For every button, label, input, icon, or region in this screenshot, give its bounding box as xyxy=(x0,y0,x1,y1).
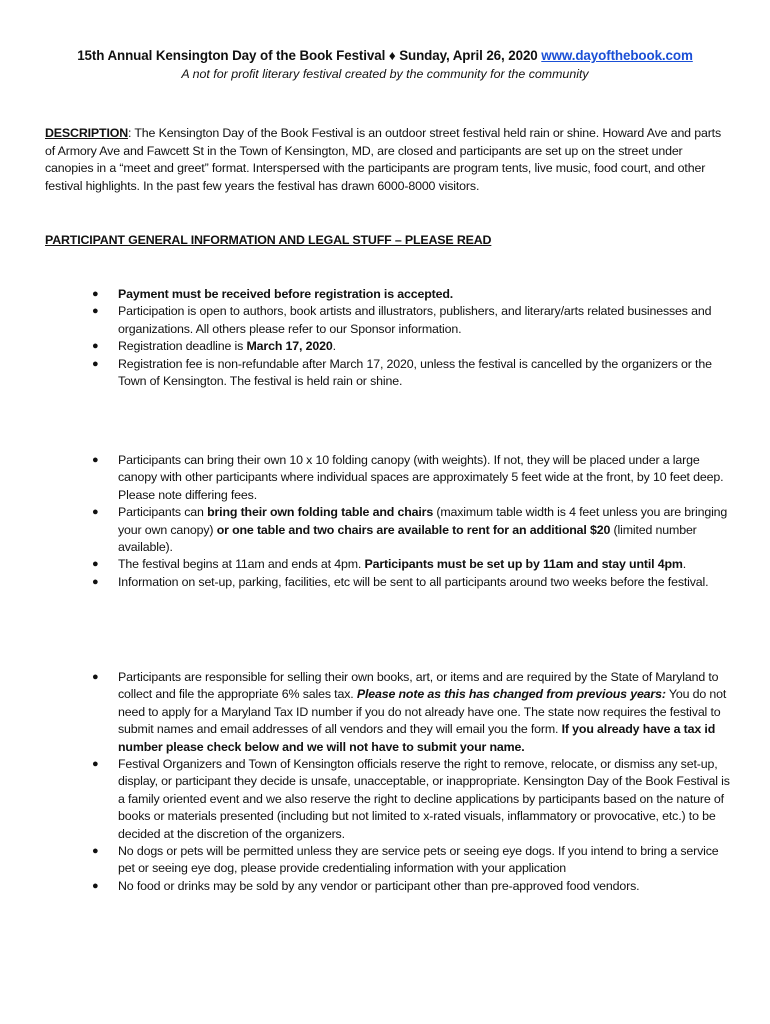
list-item xyxy=(92,338,732,355)
description-text: : The Kensington Day of the Book Festival is an outdoor street festival held rain or shine. Howard Ave and parts of Armory Ave and Fawcett St in the Town of Kensington, MD, are closed and participants are set up on the street under canopies in a “meet and greet” format. Interspersed with the participants are program tents, live music, food court, and other festival highlights. In the past few years the festival has drawn 6000-8000 visitors. xyxy=(45,126,722,193)
bullet-list-registration xyxy=(92,286,732,390)
bullet-icon: ● xyxy=(92,506,99,519)
payment-text: Payment must be received before registration is accepted. xyxy=(118,287,454,301)
list-item xyxy=(92,843,732,878)
description-label: DESCRIPTION xyxy=(45,126,129,140)
bullet-icon: ● xyxy=(92,305,99,318)
list-item xyxy=(92,878,732,895)
bullet-icon: ● xyxy=(92,340,99,353)
bullet-icon: ● xyxy=(92,575,99,588)
list-item xyxy=(92,669,732,756)
festival-title xyxy=(0,47,770,65)
food-text: No food or drinks may be sold by any vendor or participant other than pre-approved food vendors. xyxy=(118,878,640,893)
list-item xyxy=(92,303,732,338)
section-heading: PARTICIPANT GENERAL INFORMATION AND LEGAL STUFF – PLEASE READ xyxy=(45,233,492,247)
list-item xyxy=(92,286,732,303)
title-text: 15th Annual Kensington Day of the Book Festival ♦ Sunday, April 26, 2020 xyxy=(77,48,542,63)
bullet-icon: ● xyxy=(92,758,99,771)
info-text: Information on set-up, parking, facilities, etc will be sent to all participants around two weeks before the festival. xyxy=(118,574,709,589)
canopy-text: Participants can bring their own 10 x 10 folding canopy (with weights). If not, they will be placed under a large canopy with other participants where individual spaces are approximately 5 feet wide at the front, by 10 feet deep. Please note differing fees. xyxy=(118,453,724,502)
table-bold-text: bring their own folding table and chairs xyxy=(207,505,434,520)
list-item xyxy=(92,574,732,591)
table-rent-text: or one table and two chairs are available to rent for an additional $20 xyxy=(216,522,611,537)
time-suffix: . xyxy=(682,557,687,572)
bullet-icon: ● xyxy=(92,558,99,571)
list-item xyxy=(92,756,732,843)
deadline-date: March 17, 2020 xyxy=(246,339,333,354)
bullet-icon: ● xyxy=(92,288,99,300)
list-item xyxy=(92,504,732,556)
pets-text: No dogs or pets will be permitted unless they are service pets or seeing eye dogs. If you intend to bring a service pet or seeing eye dog, please provide credentialing information with your application xyxy=(118,844,719,876)
festival-subtitle: A not for profit literary festival created by the community for the community xyxy=(181,67,589,81)
tax-mid-text: You do not need to apply for a Maryland Tax ID number if you do not already have one. The state now requires the festival to submit names and email addresses of all vendors and they will email you the form. xyxy=(118,687,727,737)
bullet-icon: ● xyxy=(92,357,99,370)
table-text: Participants can xyxy=(118,505,208,520)
time-bold-text: Participants must be set up by 11am and stay until 4pm xyxy=(364,557,683,572)
document-header xyxy=(0,47,770,83)
list-item xyxy=(92,556,732,573)
bullet-list-setup xyxy=(92,452,732,591)
tax-note-text: Please note as this has changed from previous years: xyxy=(356,687,666,702)
bullet-icon: ● xyxy=(92,845,99,858)
list-item xyxy=(92,452,732,504)
time-text: The festival begins at 11am and ends at 4pm. xyxy=(118,557,365,572)
deadline-suffix: . xyxy=(332,339,336,354)
bullet-icon: ● xyxy=(92,454,99,466)
list-item xyxy=(92,356,732,391)
festival-website-link[interactable]: www.dayofthebook.com xyxy=(541,48,693,63)
organizers-text: Festival Organizers and Town of Kensington officials reserve the right to remove, relocate, or dismiss any set-up, display, or participant they decide is unsafe, unacceptable, or inappropriate. Kensington Day of the Book Festival is a family oriented event and we also reserve the right to decline applications by participants based on the nature of books or materials presented (including but not limited to x-rated visuals, inflammatory or provocative, etc.) to be decided at the discretion of the organizers. xyxy=(118,757,730,841)
bullet-icon: ● xyxy=(92,879,99,892)
deadline-text: Registration deadline is xyxy=(118,339,247,354)
tax-text: Participants are responsible for selling their own books, art, or items and are required by the State of Maryland to collect and file the appropriate 6% sales tax. xyxy=(118,670,719,702)
description-paragraph xyxy=(45,125,727,195)
fee-text: Registration fee is non-refundable after March 17, 2020, unless the festival is cancelled by the organizers or the Town of Kensington. The festival is held rain or shine. xyxy=(118,356,712,389)
bullet-list-legal xyxy=(92,669,732,895)
tax-bold-text: If you already have a tax id number please check below and we will not have to submit your name. xyxy=(118,722,716,754)
bullet-icon: ● xyxy=(92,671,99,683)
table-mid-text: (maximum table width is 4 feet unless you are bringing your own canopy) xyxy=(118,505,728,537)
table-post-text: (limited number available). xyxy=(118,522,697,555)
participation-text: Participation is open to authors, book artists and illustrators, publishers, and literary/arts related businesses and organizations. All others please refer to our Sponsor information. xyxy=(118,304,712,336)
